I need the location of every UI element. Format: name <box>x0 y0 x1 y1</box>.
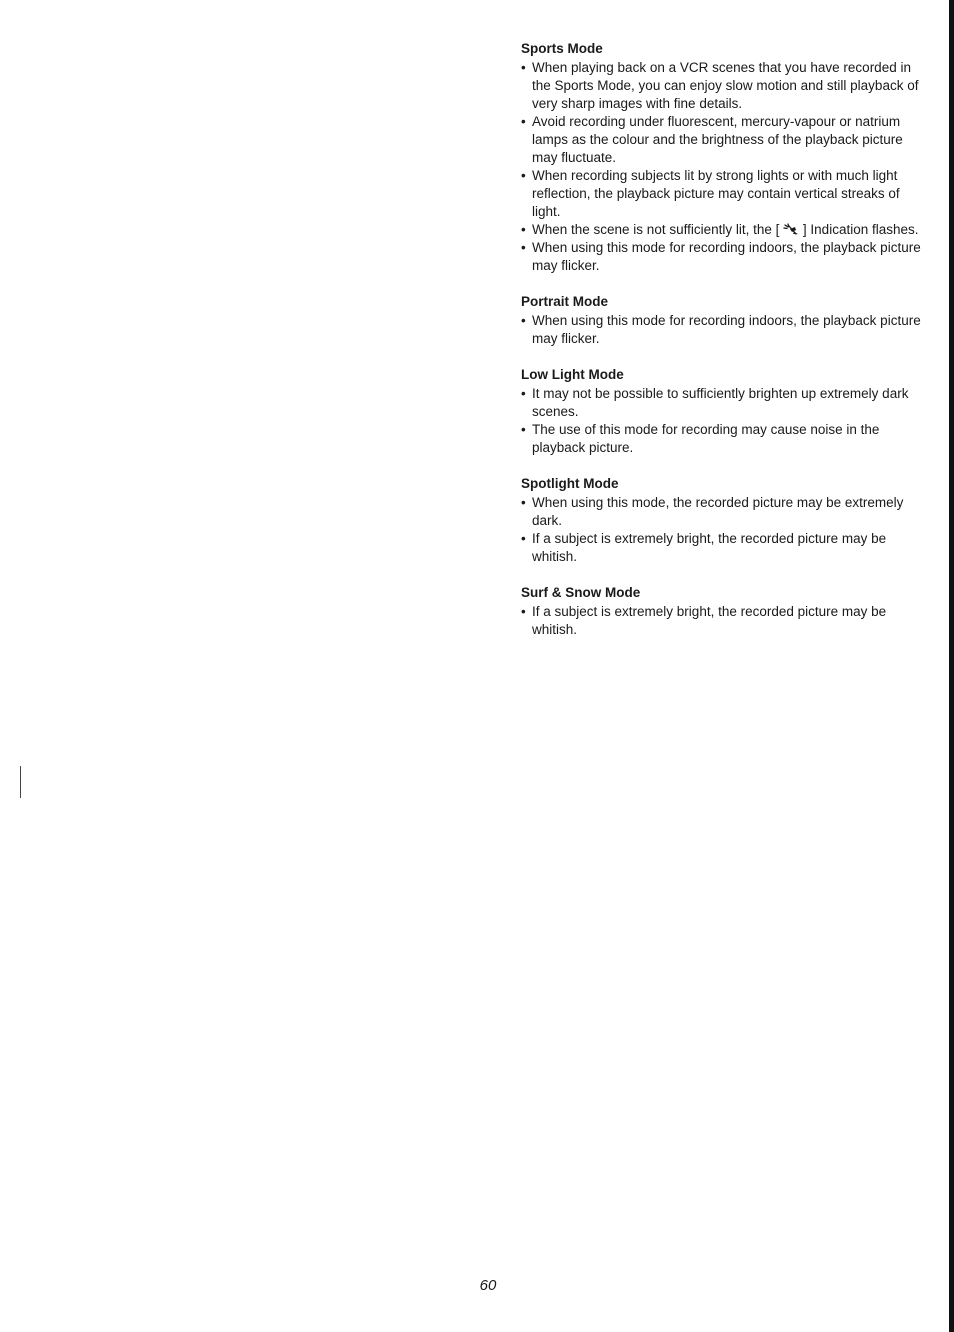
section-portrait-mode <box>518 293 930 348</box>
section-title: Sports Mode <box>521 41 603 56</box>
list-item <box>518 167 930 221</box>
bullet-icon: • <box>521 114 526 129</box>
section-title: Spotlight Mode <box>521 476 619 491</box>
low-light-warning-icon <box>783 222 799 234</box>
section-surf-snow-mode <box>518 584 930 639</box>
bullet-list <box>518 59 930 275</box>
bullet-list <box>518 385 930 457</box>
list-item-text: If a subject is extremely bright, the recorded picture may be whitish. <box>532 531 887 564</box>
bullet-list <box>518 494 930 566</box>
section-title: Low Light Mode <box>521 367 624 382</box>
list-item <box>518 59 930 113</box>
bullet-icon: • <box>521 222 526 237</box>
list-item-text: It may not be possible to sufficiently brighten up extremely dark scenes. <box>532 386 909 419</box>
list-item <box>518 113 930 167</box>
bullet-list <box>518 603 930 639</box>
bullet-icon: • <box>521 313 526 328</box>
bullet-icon: • <box>521 386 526 401</box>
list-item-text: When recording subjects lit by strong lights or with much light reflection, the playback picture may contain vertical streaks of light. <box>532 168 900 219</box>
list-item-text: Avoid recording under fluorescent, mercury-vapour or natrium lamps as the colour and the brightness of the playback picture may fluctuate. <box>532 114 903 165</box>
list-item-text: If a subject is extremely bright, the recorded picture may be whitish. <box>532 604 887 637</box>
manual-content <box>518 40 930 657</box>
scan-right-edge <box>949 0 954 1332</box>
section-low-light-mode <box>518 366 930 457</box>
list-item-text: The use of this mode for recording may cause noise in the playback picture. <box>532 422 880 455</box>
bullet-icon: • <box>521 240 526 255</box>
page-number: 60 <box>479 1277 497 1294</box>
list-item <box>518 221 930 239</box>
list-item <box>518 530 930 566</box>
bullet-icon: • <box>521 495 526 510</box>
list-item <box>518 385 930 421</box>
list-item <box>518 312 930 348</box>
scan-margin-mark <box>20 766 21 798</box>
bullet-icon: • <box>521 422 526 437</box>
bullet-icon: • <box>521 531 526 546</box>
list-item <box>518 239 930 275</box>
bullet-icon: • <box>521 604 526 619</box>
list-item-text: When using this mode for recording indoors, the playback picture may flicker. <box>532 240 921 273</box>
section-sports-mode <box>518 40 930 275</box>
list-item-text: When playing back on a VCR scenes that you have recorded in the Sports Mode, you can enjoy slow motion and still playback of very sharp images with fine details. <box>532 60 919 111</box>
list-item-text: When using this mode for recording indoors, the playback picture may flicker. <box>532 313 921 346</box>
list-item-text-before-icon: When the scene is not sufficiently lit, the [ <box>532 222 780 237</box>
bullet-list <box>518 312 930 348</box>
list-item <box>518 421 930 457</box>
list-item-text-after-icon: ] Indication flashes. <box>802 222 919 237</box>
list-item <box>518 603 930 639</box>
list-item <box>518 494 930 530</box>
section-title: Portrait Mode <box>521 294 609 309</box>
bullet-icon: • <box>521 60 526 75</box>
bullet-icon: • <box>521 168 526 183</box>
section-spotlight-mode <box>518 475 930 566</box>
section-title: Surf & Snow Mode <box>521 585 641 600</box>
list-item-text: When using this mode, the recorded picture may be extremely dark. <box>532 495 904 528</box>
